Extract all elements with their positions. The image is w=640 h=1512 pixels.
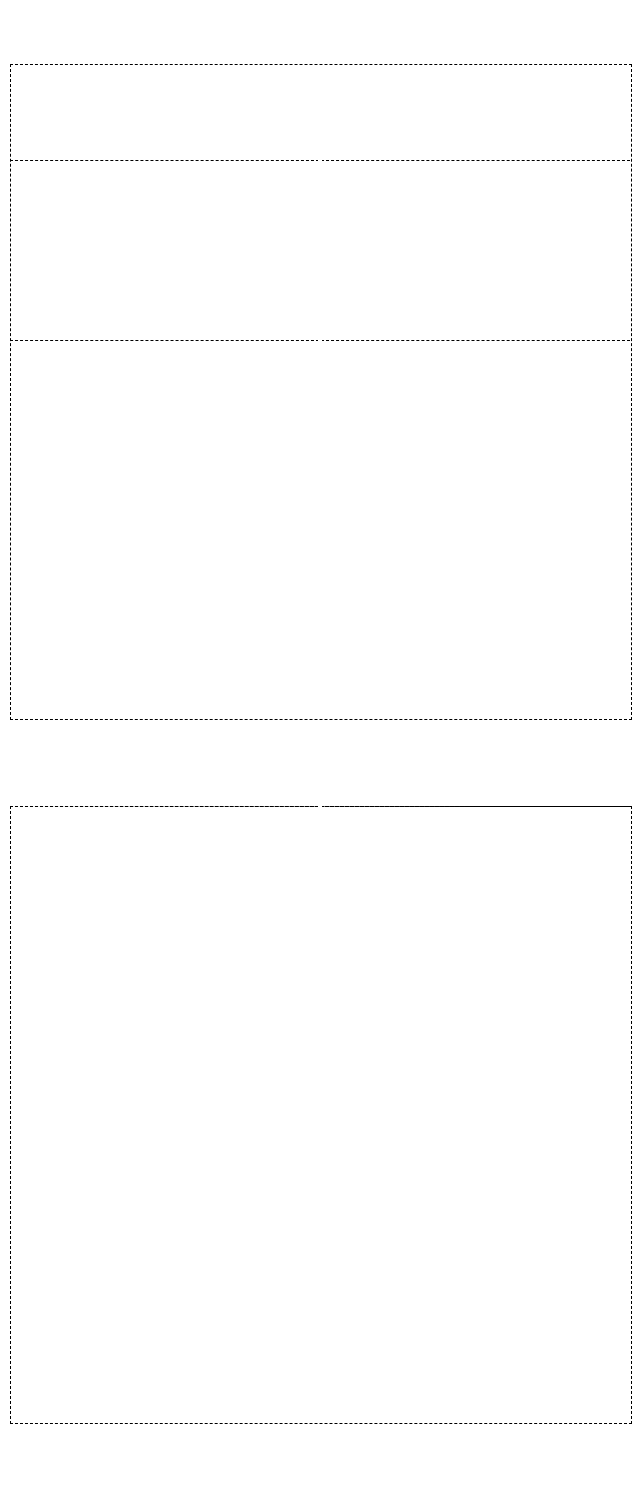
section-divider-release-notes: [10, 806, 630, 808]
section-divider-release-info: [10, 160, 630, 162]
section-divider-track-list: [10, 340, 630, 342]
section-title-release-notes: [318, 799, 322, 813]
section-title-track-list: [318, 333, 322, 347]
section-title-release-info: [318, 153, 322, 167]
nfo-frame-notes: [10, 806, 632, 1424]
